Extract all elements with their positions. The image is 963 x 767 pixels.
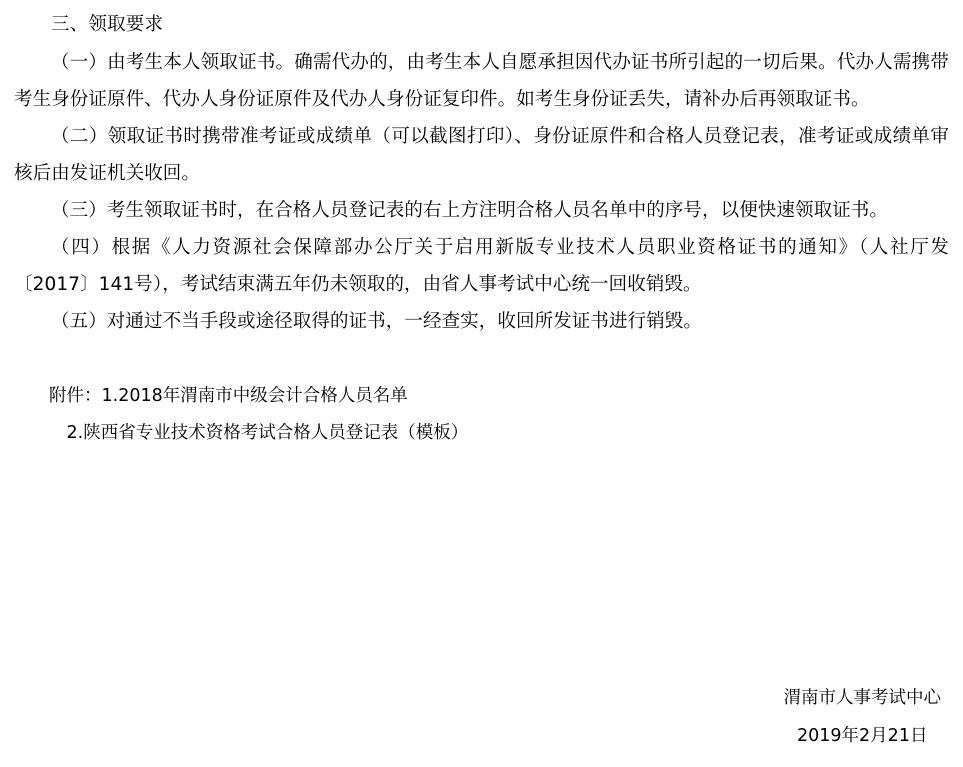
section-heading: 三、领取要求 <box>51 14 164 35</box>
attachment-list <box>14 378 949 452</box>
issue-date: 2019年2月21日 <box>797 726 928 746</box>
paragraph-5: （五）对通过不当手段或途径取得的证书，一经查实，收回所发证书进行销毁。 <box>51 311 703 332</box>
paragraph-1: （一）由考生本人领取证书。确需代办的，由考生本人自愿承担因代办证书所引起的一切后果。代办人需携带考生身份证原件、代办人身份证原件及代办人身份证复印件。如考生身份证丢失，请补办后再领取证书。 <box>14 52 949 110</box>
paragraph-2: （二）领取证书时携带准考证或成绩单（可以截图打印）、身份证原件和合格人员登记表，准考证或成绩单审核后由发证机关收回。 <box>14 126 949 184</box>
paragraph-3: （三）考生领取证书时，在合格人员登记表的右上方注明合格人员名单中的序号，以便快速领取证书。 <box>51 200 889 221</box>
attachment-item-1: 附件：1.2018年渭南市中级会计合格人员名单 <box>49 386 408 406</box>
signature-block <box>784 679 942 755</box>
paragraph-4: （四）根据《人力资源社会保障部办公厅关于启用新版专业技术人员职业资格证书的通知》（人社厅发〔2017〕141号），考试结束满五年仍未领取的，由省人事考试中心统一回收销毁。 <box>14 237 949 295</box>
attachment-item-2: 2.陕西省专业技术资格考试合格人员登记表（模板） <box>66 423 469 443</box>
issuing-organization: 渭南市人事考试中心 <box>783 688 941 708</box>
